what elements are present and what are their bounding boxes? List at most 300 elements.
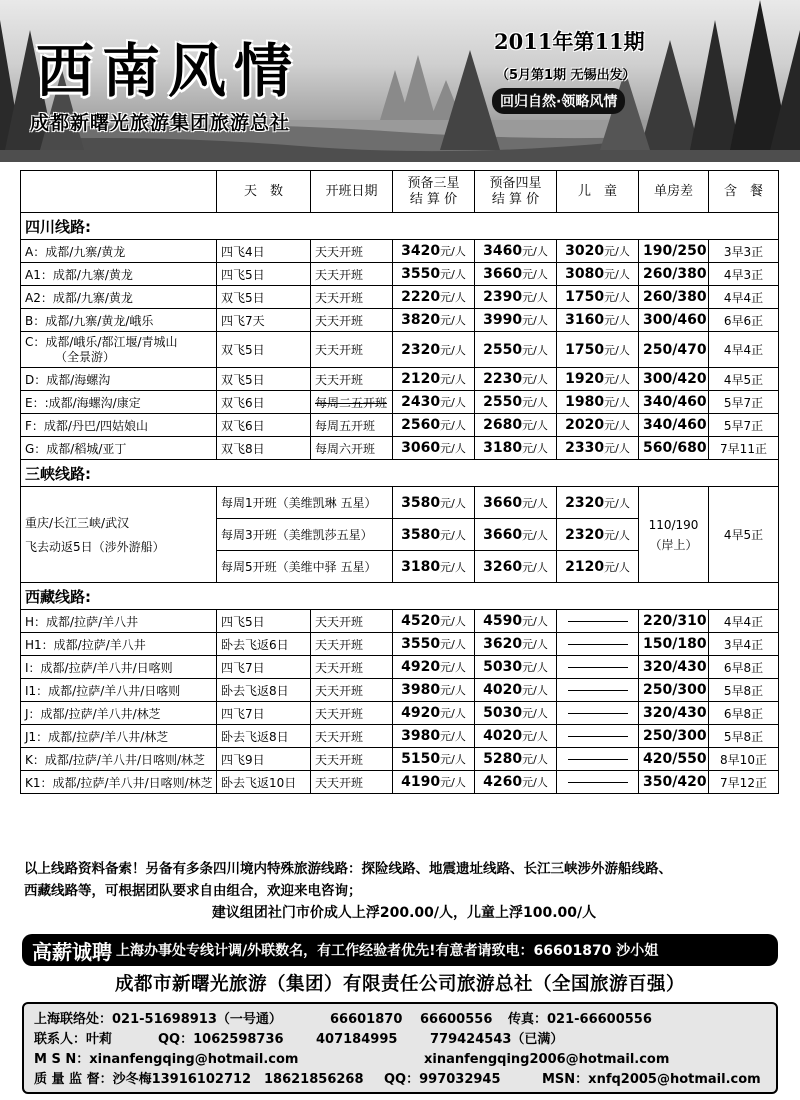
table-row xyxy=(21,610,779,633)
table-row xyxy=(21,748,779,771)
days: 双飞6日 xyxy=(217,391,311,414)
quality-phone-2: 18621856268 xyxy=(264,1072,364,1087)
route-name xyxy=(21,263,217,286)
meals: 3早3正 xyxy=(709,240,779,263)
table-row xyxy=(21,679,779,702)
quality-qq: QQ：997032945 xyxy=(384,1072,501,1087)
price-value: 3820 xyxy=(401,312,441,328)
table-row xyxy=(21,240,779,263)
price-value: 3660 xyxy=(483,526,523,543)
price-value: 2320 xyxy=(565,526,605,543)
meals: 4早3正 xyxy=(709,263,779,286)
days: 四飞9日 xyxy=(217,748,311,771)
contact-qq-1: QQ：1062598736 xyxy=(158,1032,284,1047)
price-unit: 元/人 xyxy=(522,560,548,574)
price-value: 3580 xyxy=(401,526,441,543)
route-name xyxy=(21,309,217,332)
price-unit: 元/人 xyxy=(522,528,548,542)
schedule: 每周五开班 xyxy=(311,414,393,437)
child-price-na xyxy=(557,656,639,679)
price-value: 1980 xyxy=(565,394,605,410)
price-unit: 元/人 xyxy=(440,528,466,542)
three-star-price xyxy=(393,771,475,794)
price-value: 5030 xyxy=(483,705,523,721)
header-banner xyxy=(0,0,800,162)
price-unit: 元/人 xyxy=(522,615,548,628)
route-name xyxy=(21,437,217,460)
price-value: 3620 xyxy=(483,636,523,652)
price-value: 3420 xyxy=(401,243,441,259)
schedule: 天天开班 xyxy=(311,679,393,702)
price-unit: 元/人 xyxy=(440,638,466,651)
price-unit: 元/人 xyxy=(522,268,548,281)
price-unit: 元/人 xyxy=(604,560,630,574)
recruitment-text: 上海办事处专线计调/外联数名，有工作经验者优先!有意者请致电：66601870 沙小姐 xyxy=(116,943,659,959)
table-row xyxy=(21,414,779,437)
route-text: 重庆/长江三峡/武汉 xyxy=(25,515,130,530)
four-star-price xyxy=(475,610,557,633)
single-supplement: 560/680 xyxy=(639,437,709,460)
price-unit: 元/人 xyxy=(522,291,548,304)
office-phone: 上海联络处：021-51698913（一号通） xyxy=(34,1012,282,1027)
single-supplement: 250/300 xyxy=(639,725,709,748)
three-star-price xyxy=(393,391,475,414)
four-star-price xyxy=(475,286,557,309)
days: 双飞8日 xyxy=(217,437,311,460)
price-unit: 元/人 xyxy=(440,684,466,697)
price-value: 2550 xyxy=(483,341,523,358)
price-unit: 元/人 xyxy=(440,496,466,510)
price-unit: 元/人 xyxy=(440,730,466,743)
price-unit: 元/人 xyxy=(440,661,466,674)
price-unit: 元/人 xyxy=(522,707,548,720)
days: 双飞5日 xyxy=(217,332,311,368)
route-name xyxy=(21,240,217,263)
price-unit: 元/人 xyxy=(522,776,548,789)
price-unit: 元/人 xyxy=(604,373,630,386)
suggested-markup: 建议组团社门市价成人上浮200.00/人，儿童上浮100.00/人 xyxy=(211,905,597,921)
three-star-price xyxy=(393,551,475,583)
three-star-price xyxy=(393,368,475,391)
schedule: 每周3开班（美维凯莎五星） xyxy=(217,519,393,551)
price-unit: 元/人 xyxy=(440,245,466,258)
table-row xyxy=(21,633,779,656)
price-unit: 元/人 xyxy=(604,343,630,357)
route-text: F：成都/丹巴/四姑娘山 xyxy=(25,418,148,433)
price-unit: 元/人 xyxy=(440,343,466,357)
schedule: 天天开班 xyxy=(311,771,393,794)
four-star-price xyxy=(475,240,557,263)
schedule: 每周1开班（美维凯琳 五星） xyxy=(217,487,393,519)
child-price xyxy=(557,391,639,414)
meals: 5早7正 xyxy=(709,414,779,437)
meals: 4早4正 xyxy=(709,286,779,309)
single-supplement: 320/430 xyxy=(639,702,709,725)
price-unit: 元/人 xyxy=(604,291,630,304)
route-name: K：成都/拉萨/羊八井/日喀则/林芝 xyxy=(21,748,217,771)
three-star-price xyxy=(393,656,475,679)
price-value: 4190 xyxy=(401,774,441,790)
route-name: J：成都/拉萨/羊八井/林芝 xyxy=(21,702,217,725)
price-unit: 元/人 xyxy=(440,396,466,409)
price-unit: 元/人 xyxy=(440,707,466,720)
table-row xyxy=(21,309,779,332)
price-value: 2430 xyxy=(401,394,441,410)
four-star-price xyxy=(475,725,557,748)
price-unit: 元/人 xyxy=(522,684,548,697)
contact-qq-3: 779424543（已满） xyxy=(430,1032,564,1047)
route-name: H：成都/拉萨/羊八井 xyxy=(21,610,217,633)
table-row xyxy=(21,702,779,725)
child-price xyxy=(557,551,639,583)
sanxia-section xyxy=(21,460,779,583)
price-unit: 元/人 xyxy=(522,245,548,258)
three-star-price xyxy=(393,725,475,748)
child-price-na xyxy=(557,633,639,656)
price-value: 4590 xyxy=(483,613,523,629)
single-supplement: 300/460 xyxy=(639,309,709,332)
schedule-header: 开班日期 xyxy=(311,171,393,213)
four-star-price xyxy=(475,702,557,725)
route-name: H1：成都/拉萨/羊八井 xyxy=(21,633,217,656)
table-row xyxy=(21,391,779,414)
price-unit: 元/人 xyxy=(440,753,466,766)
price-value: 3180 xyxy=(483,440,523,456)
price-value: 3060 xyxy=(401,440,441,456)
contact-row-quality xyxy=(34,1070,766,1090)
xizang-header xyxy=(21,583,779,610)
three-star-price xyxy=(393,633,475,656)
price-value: 2320 xyxy=(565,494,605,511)
meals: 5早8正 xyxy=(709,725,779,748)
schedule: 天天开班 xyxy=(311,263,393,286)
price-value: 3660 xyxy=(483,494,523,511)
route-name xyxy=(21,414,217,437)
route-name xyxy=(21,391,217,414)
price-unit: 元/人 xyxy=(522,343,548,357)
issue-subtitle: （5月第1期 无锡出发） xyxy=(496,68,636,83)
footnote-line-2: 西藏线路等，可根据团队要求自由组合，欢迎来电咨询； xyxy=(24,883,362,899)
child-price-na xyxy=(557,771,639,794)
price-unit: 元/人 xyxy=(440,776,466,789)
price-value: 3160 xyxy=(565,312,605,328)
route-name: J1：成都/拉萨/羊八井/林芝 xyxy=(21,725,217,748)
price-value: 3020 xyxy=(565,243,605,259)
route-name xyxy=(21,487,217,583)
four-star-price xyxy=(475,656,557,679)
dash-line xyxy=(568,667,628,668)
single-supplement-header: 单房差 xyxy=(639,171,709,213)
price-value: 3550 xyxy=(401,636,441,652)
single-supplement: 190/250 xyxy=(639,240,709,263)
days: 卧去飞返10日 xyxy=(217,771,311,794)
four-star-price xyxy=(475,309,557,332)
four-star-price xyxy=(475,487,557,519)
footnote xyxy=(24,858,784,924)
contact-qq-2: 407184995 xyxy=(316,1032,398,1047)
price-unit: 元/人 xyxy=(604,314,630,327)
price-value: 4260 xyxy=(483,774,523,790)
price-value: 2680 xyxy=(483,417,523,433)
table-row xyxy=(21,286,779,309)
table-row xyxy=(21,487,779,519)
table-row xyxy=(21,771,779,794)
table-row xyxy=(21,332,779,368)
single-supplement: 420/550 xyxy=(639,748,709,771)
child-price xyxy=(557,263,639,286)
price-value: 3980 xyxy=(401,728,441,744)
price-unit: 元/人 xyxy=(604,442,630,455)
child-price xyxy=(557,487,639,519)
sanxia-label: 三峡线路: xyxy=(21,460,779,487)
sichuan-section xyxy=(21,213,779,460)
single-supplement xyxy=(639,487,709,583)
price-unit: 元/人 xyxy=(522,496,548,510)
price-unit: 元/人 xyxy=(604,419,630,432)
fax-number: 传真：021-66600556 xyxy=(508,1012,652,1027)
route-text-2: （全景游） xyxy=(55,349,116,364)
price-value: 5150 xyxy=(401,751,441,767)
four-star-price xyxy=(475,679,557,702)
company-name: 成都市新曙光旅游（集团）有限责任公司旅游总社（全国旅游百强） xyxy=(114,974,685,995)
single-supplement: 340/460 xyxy=(639,414,709,437)
recruitment-banner xyxy=(22,934,778,966)
contact-row-office xyxy=(34,1010,766,1030)
single-supplement: 340/460 xyxy=(639,391,709,414)
four-star-price xyxy=(475,633,557,656)
child-price-na xyxy=(557,679,639,702)
price-value: 4020 xyxy=(483,728,523,744)
child-price xyxy=(557,240,639,263)
price-value: 2120 xyxy=(565,558,605,575)
price-value: 1750 xyxy=(565,341,605,358)
schedule: 天天开班 xyxy=(311,725,393,748)
footnote-line-1: 以上线路资料备索！另备有多条四川境内特殊旅游线路：探险线路、地震遗址线路、长江三峡涉外游船线路、 xyxy=(24,861,672,877)
three-star-price xyxy=(393,414,475,437)
four-star-price xyxy=(475,519,557,551)
four-star-price xyxy=(475,368,557,391)
route-text: A1：成都/九寨/黄龙 xyxy=(25,267,133,282)
price-value: 4020 xyxy=(483,682,523,698)
meals: 4早4正 xyxy=(709,610,779,633)
price-value: 2320 xyxy=(401,341,441,358)
schedule: 天天开班 xyxy=(311,702,393,725)
three-star-price xyxy=(393,286,475,309)
price-value: 2020 xyxy=(565,417,605,433)
office-phone-3: 66600556 xyxy=(420,1012,493,1027)
route-text-2: 飞去动返5日（涉外游船） xyxy=(25,539,165,554)
contact-person: 联系人：叶莉 xyxy=(34,1032,113,1047)
quality-msn: MSN：xnfq2005@hotmail.com xyxy=(542,1072,761,1087)
three-star-price xyxy=(393,610,475,633)
price-value: 1920 xyxy=(565,371,605,387)
meals: 6早8正 xyxy=(709,702,779,725)
days: 卧去飞返8日 xyxy=(217,725,311,748)
child-header: 儿 童 xyxy=(557,171,639,213)
publication-title: 西南风情 xyxy=(36,37,301,105)
price-value: 2230 xyxy=(483,371,523,387)
single-supplement: 220/310 xyxy=(639,610,709,633)
price-unit: 元/人 xyxy=(440,291,466,304)
route-text: E：:成都/海螺沟/康定 xyxy=(25,395,141,410)
price-unit: 元/人 xyxy=(604,396,630,409)
dash-line xyxy=(568,736,628,737)
days: 四飞5日 xyxy=(217,263,311,286)
meals: 4早5正 xyxy=(709,368,779,391)
three-star-price xyxy=(393,702,475,725)
price-unit: 元/人 xyxy=(604,268,630,281)
days: 双飞6日 xyxy=(217,414,311,437)
schedule: 天天开班 xyxy=(311,368,393,391)
three-star-price xyxy=(393,263,475,286)
price-value: 2220 xyxy=(401,289,441,305)
contact-box xyxy=(22,1002,778,1094)
single-supplement-note: （岸上） xyxy=(649,537,698,552)
four-star-price xyxy=(475,391,557,414)
sichuan-label: 四川线路: xyxy=(21,213,779,240)
route-text: A：成都/九寨/黄龙 xyxy=(25,244,126,259)
dash-line xyxy=(568,621,628,622)
child-price xyxy=(557,286,639,309)
slogan-badge: 回归自然·领略风情 xyxy=(492,88,625,114)
quality-supervisor: 质 量 监 督：沙冬梅13916102712 xyxy=(34,1072,252,1087)
four-star-price xyxy=(475,332,557,368)
child-price-na xyxy=(557,610,639,633)
dash-line xyxy=(568,690,628,691)
child-price-na xyxy=(557,702,639,725)
sichuan-header xyxy=(21,213,779,240)
single-supplement: 150/180 xyxy=(639,633,709,656)
four-star-price xyxy=(475,437,557,460)
price-value: 3580 xyxy=(401,494,441,511)
price-unit: 元/人 xyxy=(522,314,548,327)
schedule: 天天开班 xyxy=(311,748,393,771)
meals: 5早8正 xyxy=(709,679,779,702)
single-supplement-value: 110/190 xyxy=(648,517,699,532)
route-header xyxy=(21,171,217,213)
price-unit: 元/人 xyxy=(440,268,466,281)
price-unit: 元/人 xyxy=(440,419,466,432)
child-price xyxy=(557,519,639,551)
meals: 5早7正 xyxy=(709,391,779,414)
three-star-price xyxy=(393,487,475,519)
schedule: 天天开班 xyxy=(311,610,393,633)
price-value: 3180 xyxy=(401,558,441,575)
price-value: 3550 xyxy=(401,266,441,282)
child-price xyxy=(557,332,639,368)
route-name xyxy=(21,368,217,391)
agency-name: 成都新曙光旅游集团旅游总社 xyxy=(30,112,291,134)
price-unit: 元/人 xyxy=(522,396,548,409)
price-value: 3260 xyxy=(483,558,523,575)
single-supplement: 250/470 xyxy=(639,332,709,368)
child-price-na xyxy=(557,748,639,771)
dash-line xyxy=(568,644,628,645)
contact-row-msn xyxy=(34,1050,766,1070)
table-row xyxy=(21,656,779,679)
meals: 7早12正 xyxy=(709,771,779,794)
price-unit: 元/人 xyxy=(522,442,548,455)
price-value: 4920 xyxy=(401,659,441,675)
route-name: K1：成都/拉萨/羊八井/日喀则/林芝 xyxy=(21,771,217,794)
single-supplement: 350/420 xyxy=(639,771,709,794)
price-value: 3460 xyxy=(483,243,523,259)
schedule: 每周二五开班 xyxy=(311,391,393,414)
route-text: D：成都/海螺沟 xyxy=(25,372,111,387)
price-unit: 元/人 xyxy=(440,442,466,455)
route-name xyxy=(21,286,217,309)
meals: 6早6正 xyxy=(709,309,779,332)
price-value: 3660 xyxy=(483,266,523,282)
meals: 6早8正 xyxy=(709,656,779,679)
schedule: 天天开班 xyxy=(311,309,393,332)
three-star-price xyxy=(393,240,475,263)
four-star-header: 预备四星 结 算 价 xyxy=(475,171,557,213)
meals: 3早4正 xyxy=(709,633,779,656)
price-value: 2560 xyxy=(401,417,441,433)
meals: 4早5正 xyxy=(709,487,779,583)
route-text: A2：成都/九寨/黄龙 xyxy=(25,290,133,305)
three-star-price xyxy=(393,309,475,332)
child-price xyxy=(557,368,639,391)
contact-msn-2: xinanfengqing2006@hotmail.com xyxy=(424,1052,670,1067)
schedule: 每周5开班（美维中驿 五星） xyxy=(217,551,393,583)
price-unit: 元/人 xyxy=(522,730,548,743)
price-value: 5280 xyxy=(483,751,523,767)
price-unit: 元/人 xyxy=(522,753,548,766)
three-star-header: 预备三星 结 算 价 xyxy=(393,171,475,213)
route-text: B：成都/九寨/黄龙/峨乐 xyxy=(25,313,154,328)
price-value: 2120 xyxy=(401,371,441,387)
office-phone-2: 66601870 xyxy=(330,1012,403,1027)
recruitment-title: 高薪诚聘 xyxy=(32,939,112,964)
xizang-label: 西藏线路: xyxy=(21,583,779,610)
child-price xyxy=(557,437,639,460)
route-text: C：成都/峨乐/都江堰/青城山 xyxy=(25,334,178,349)
schedule: 天天开班 xyxy=(311,656,393,679)
table-row xyxy=(21,263,779,286)
sanxia-header xyxy=(21,460,779,487)
route-name xyxy=(21,332,217,368)
price-value: 2550 xyxy=(483,394,523,410)
single-supplement: 250/300 xyxy=(639,679,709,702)
price-value: 4520 xyxy=(401,613,441,629)
schedule: 天天开班 xyxy=(311,286,393,309)
price-value: 1750 xyxy=(565,289,605,305)
price-value: 2330 xyxy=(565,440,605,456)
three-star-price xyxy=(393,679,475,702)
price-value: 3980 xyxy=(401,682,441,698)
price-unit: 元/人 xyxy=(440,560,466,574)
price-unit: 元/人 xyxy=(604,528,630,542)
price-unit: 元/人 xyxy=(440,314,466,327)
table-header-row xyxy=(21,171,779,213)
four-star-price xyxy=(475,748,557,771)
three-star-price xyxy=(393,748,475,771)
meals: 8早10正 xyxy=(709,748,779,771)
dash-line xyxy=(568,759,628,760)
single-supplement: 300/420 xyxy=(639,368,709,391)
child-price xyxy=(557,309,639,332)
contact-msn: M S N：xinanfengqing@hotmail.com xyxy=(34,1052,299,1067)
child-price-na xyxy=(557,725,639,748)
days: 四飞5日 xyxy=(217,610,311,633)
dash-line xyxy=(568,782,628,783)
meals-header: 含 餐 xyxy=(709,171,779,213)
days-header: 天 数 xyxy=(217,171,311,213)
four-star-price xyxy=(475,771,557,794)
price-value: 3080 xyxy=(565,266,605,282)
